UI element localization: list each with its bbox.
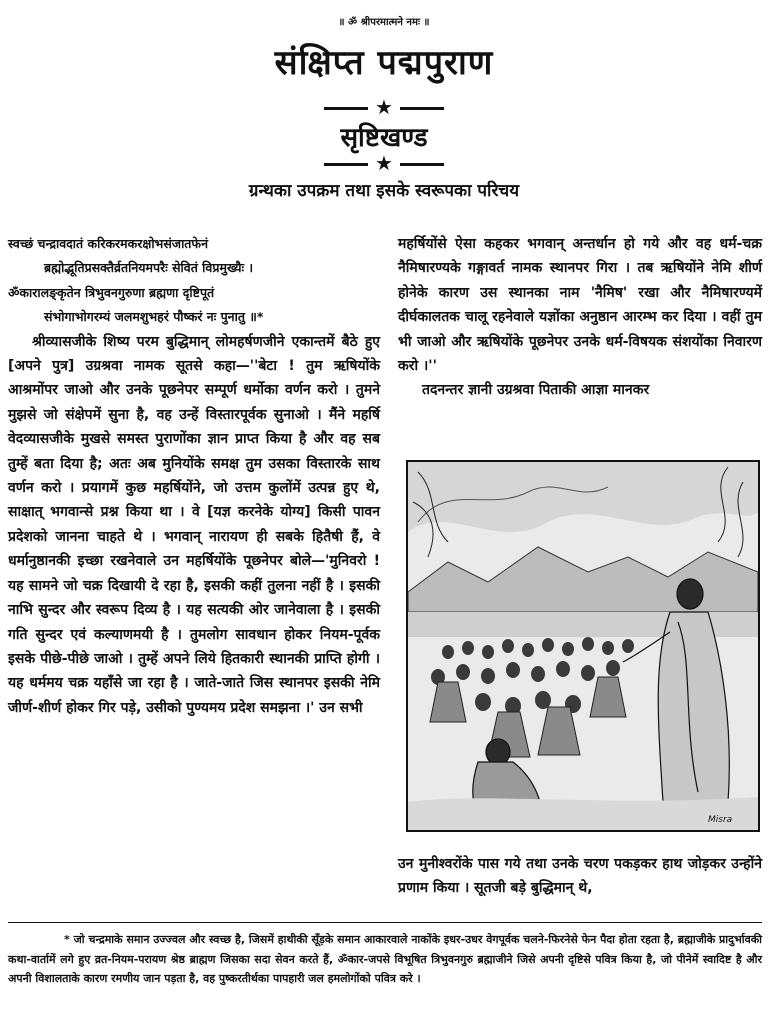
left-column	[8, 232, 380, 720]
divider-line	[324, 107, 368, 110]
divider-line	[400, 107, 444, 110]
right-column-top	[398, 232, 762, 403]
footnote	[8, 930, 762, 989]
section-title: सृष्टिखण्ड	[340, 123, 428, 153]
verse-line: ब्रह्मोद्भूतिप्रसक्तैर्व्रतनियमपरैः सेवितं विप्रमुख्यैः ।	[44, 260, 254, 276]
verse-line: ॐकाराल‌ङ्कृतेन त्रिभुवनगुरुणा ब्रह्मणा दृष्टिपूतं	[8, 284, 215, 300]
body-paragraph: तदनन्तर ज्ञानी उग्रश्रवा पिताकी आज्ञा मानकर	[422, 382, 650, 399]
ornament-divider-top	[324, 95, 444, 119]
body-paragraph: श्रीव्यासजीके शिष्य परम बुद्धिमान् लोमहर्षणजीने एकान्तमें बैठे हुए [अपने पुत्र] उग्रश्रवा नामक सूतसे कहा—''बेटा ! तुम ऋषियोंके आश्रमोंपर जाओ और उनके पूछनेपर सम्पूर्ण धर्मोका वर्णन करो । तुमने मुझसे जो संक्षेपमें सुना है, वह उन्हें विस्तारपूर्वक सुनाओ । मैंने महर्षि वेदव्यासजीके मुखसे समस्त पुराणोंका ज्ञान प्राप्त किया है और वह सब तुम्हें बता दिया है; अतः अब मुनियोंके समक्ष तुम उसका विस्तारके साथ वर्णन करो । प्रयागमें कुछ महर्षियोंने, जो उत्तम कुलोंमें उत्पन्न हुए थे, साक्षात् भगवान्से प्रश्न किया था । वे [यज्ञ करनेके योग्य] किसी पावन प्रदेशको जानना चाहते थे । भगवान् नारायण ही सबके हितैषी हैं, वे धर्मानुष्ठानकी इच्छा रखनेवाले उन महर्षियोंके पूछनेपर बोले—'मुनिवरो ! यह सामने जो चक्र दिखायी दे रहा है, इसकी कहीं तुलना नहीं है । इसकी नाभि सुन्दर और स्वरूप दिव्य है । यह सत्यकी ओर जानेवाला है । इसकी गति सुन्दर एवं कल्याणमयी है । तुमलोग सावधान होकर नियम-पूर्वक इसके पीछे-पीछे जाओ । तुम्हें अपने लिये हितकारी स्थानकी प्राप्ति होगी । यह धर्ममय चक्र यहाँसे जा रहा है । जाते-जाते जिस स्थानपर इसकी नेमि जीर्ण-शीर्ण होकर गिर पड़े, उसीको पुण्यमय प्रदेश समझना ।' उन सभी	[8, 333, 380, 716]
verse-line: स्वच्छं चन्द्रावदातं करिकरमकरक्षोभसंजातफेनं	[8, 236, 209, 251]
star-icon: ★	[375, 151, 393, 175]
artist-signature: Misra	[708, 815, 733, 825]
ornament-divider-bottom	[324, 151, 444, 175]
illustration-sage-assembly	[406, 460, 760, 832]
chapter-title: ग्रन्थका उपक्रम तथा इसके स्वरूपका परिचय	[248, 181, 520, 201]
illustration-drawing	[408, 462, 758, 830]
star-icon: ★	[375, 95, 393, 119]
footnote-divider	[8, 922, 762, 923]
invocation: ॥ ॐ श्रीपरमात्मने नमः ॥	[338, 17, 430, 28]
body-paragraph: महर्षियोंसे ऐसा कहकर भगवान् अन्तर्धान हो गये और वह धर्म-चक्र नैमिषारण्यके गङ्गावर्त नामक स्थानपर गिरा । तब ऋषियोंने नेमि शीर्ण होनेके कारण उस स्थानका नाम 'नैमिष' रखा और नैमिषारण्यमें दीर्घकालतक चालू रहनेवाले यज्ञोंका अनुष्ठान आरम्भ कर दिया । वहीं तुम भी जाओ और ऋषियोंके पूछनेपर उनके धर्म-विषयक संशयोंका निवारण करो ।''	[398, 236, 762, 375]
right-column-bottom	[398, 852, 762, 901]
body-paragraph: उन मुनीश्वरोंके पास गये तथा उनके चरण पकड़कर हाथ जोड़कर उन्होंने प्रणाम किया । सूतजी बड़े बुद्धिमान् थे,	[398, 856, 762, 897]
divider-line	[400, 163, 444, 166]
footnote-text: * जो चन्द्रमाके समान उज्ज्वल और स्वच्छ है, जिसमें हाथीकी सूँड़के समान आकारवाले नाकोंके इधर-उधर वेगपूर्वक चलने-फिरनेसे फेन पैदा होता रहता है, ब्रह्माजीके प्रादुर्भावकी कथा-वार्तामें लगे हुए व्रत-नियम-परायण श्रेष्ठ ब्राह्मण जिसका सदा सेवन करते हैं, ॐकार-जपसे विभूषित त्रिभुवनगुरु ब्रह्माजीने जिसे अपनी दृष्टिसे पवित्र किया है, जो पीनेमें स्वादिष्ट है और अपनी विशालताके कारण रमणीय जान पड़ता है, वह पुष्करतीर्थका पापहारी जल हमलोगोंको पवित्र करे ।	[8, 933, 762, 985]
opening-verse	[8, 232, 380, 330]
verse-line: संभोगाभोगरम्यं जलमशुभहरं पौष्करं नः पुनातु ॥*	[44, 309, 264, 325]
divider-line	[324, 163, 368, 166]
page-title: संक्षिप्त पद्मपुराण	[274, 43, 494, 83]
